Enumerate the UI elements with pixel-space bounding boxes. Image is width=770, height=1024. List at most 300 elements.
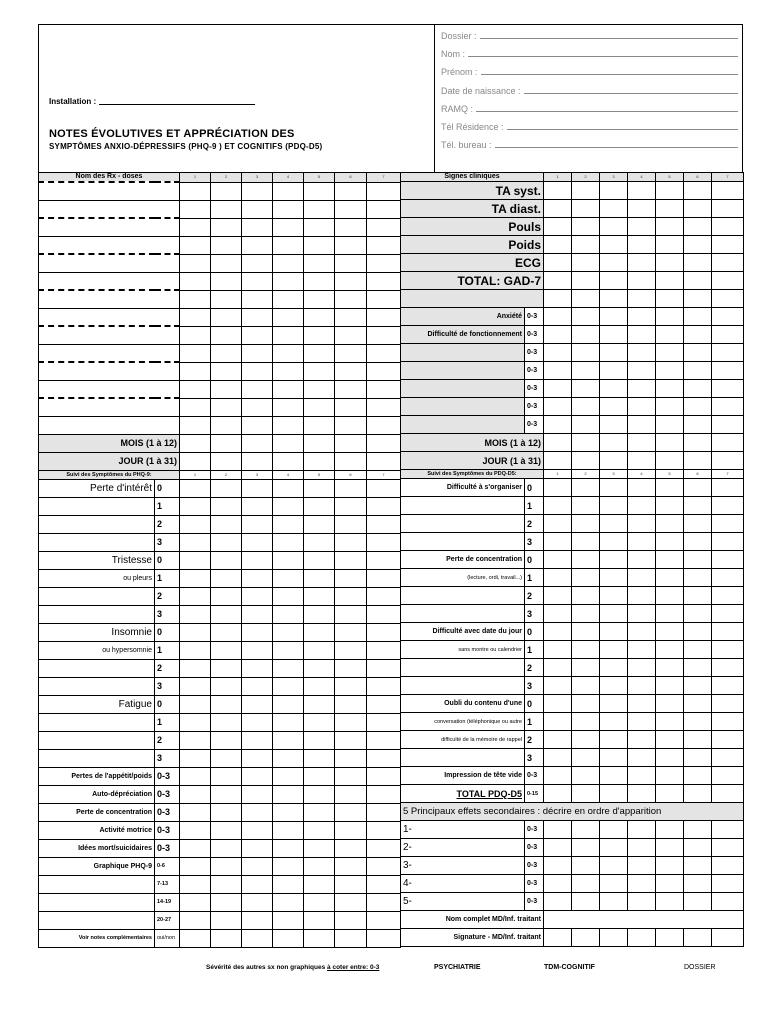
entry-cell[interactable] <box>335 803 367 821</box>
entry-cell[interactable] <box>572 344 600 362</box>
entry-cell[interactable] <box>180 452 211 470</box>
entry-cell[interactable] <box>712 479 744 497</box>
entry-cell[interactable] <box>273 785 304 803</box>
entry-cell[interactable] <box>572 236 600 254</box>
entry-cell[interactable] <box>211 911 242 929</box>
entry-cell[interactable] <box>628 182 656 200</box>
entry-cell[interactable] <box>712 497 744 515</box>
patient-field-line[interactable] <box>524 82 738 94</box>
entry-cell[interactable] <box>304 254 335 272</box>
rx-name-cell[interactable] <box>39 416 180 434</box>
entry-cell[interactable] <box>544 731 572 749</box>
entry-cell[interactable] <box>628 713 656 731</box>
entry-cell[interactable] <box>304 821 335 839</box>
entry-cell[interactable] <box>211 344 242 362</box>
entry-cell[interactable] <box>273 416 304 434</box>
entry-cell[interactable] <box>211 695 242 713</box>
entry-cell[interactable] <box>273 515 304 533</box>
entry-cell[interactable] <box>544 533 572 551</box>
entry-cell[interactable] <box>712 308 744 326</box>
entry-cell[interactable] <box>273 290 304 308</box>
entry-cell[interactable] <box>572 308 600 326</box>
entry-cell[interactable] <box>211 182 242 200</box>
entry-cell[interactable] <box>628 254 656 272</box>
entry-cell[interactable] <box>628 416 656 434</box>
entry-cell[interactable] <box>304 290 335 308</box>
entry-cell[interactable] <box>712 290 744 308</box>
entry-cell[interactable] <box>242 200 273 218</box>
entry-cell[interactable] <box>304 218 335 236</box>
entry-cell[interactable] <box>304 380 335 398</box>
entry-cell[interactable] <box>544 515 572 533</box>
entry-cell[interactable] <box>600 308 628 326</box>
entry-cell[interactable] <box>180 218 211 236</box>
entry-cell[interactable] <box>335 929 367 947</box>
entry-cell[interactable] <box>600 218 628 236</box>
entry-cell[interactable] <box>211 236 242 254</box>
entry-cell[interactable] <box>335 677 367 695</box>
entry-cell[interactable] <box>211 731 242 749</box>
rx-name-cell[interactable] <box>39 290 180 308</box>
entry-cell[interactable] <box>684 452 712 470</box>
entry-cell[interactable] <box>572 929 600 947</box>
entry-cell[interactable] <box>242 767 273 785</box>
entry-cell[interactable] <box>600 434 628 452</box>
entry-cell[interactable] <box>656 551 684 569</box>
entry-cell[interactable] <box>367 659 401 677</box>
entry-cell[interactable] <box>242 416 273 434</box>
entry-cell[interactable] <box>656 434 684 452</box>
entry-cell[interactable] <box>273 452 304 470</box>
entry-cell[interactable] <box>367 182 401 200</box>
entry-cell[interactable] <box>242 497 273 515</box>
entry-cell[interactable] <box>572 677 600 695</box>
entry-cell[interactable] <box>600 398 628 416</box>
entry-cell[interactable] <box>572 515 600 533</box>
entry-cell[interactable] <box>242 380 273 398</box>
entry-cell[interactable] <box>600 533 628 551</box>
entry-cell[interactable] <box>335 839 367 857</box>
entry-cell[interactable] <box>304 200 335 218</box>
entry-cell[interactable] <box>572 362 600 380</box>
entry-cell[interactable] <box>335 623 367 641</box>
entry-cell[interactable] <box>180 344 211 362</box>
entry-cell[interactable] <box>628 569 656 587</box>
entry-cell[interactable] <box>211 821 242 839</box>
entry-cell[interactable] <box>367 695 401 713</box>
entry-cell[interactable] <box>628 362 656 380</box>
entry-cell[interactable] <box>304 641 335 659</box>
entry-cell[interactable] <box>335 434 367 452</box>
entry-cell[interactable] <box>180 623 211 641</box>
entry-cell[interactable] <box>656 182 684 200</box>
entry-cell[interactable] <box>335 344 367 362</box>
entry-cell[interactable] <box>544 587 572 605</box>
entry-cell[interactable] <box>273 731 304 749</box>
entry-cell[interactable] <box>544 893 572 911</box>
entry-cell[interactable] <box>180 182 211 200</box>
entry-cell[interactable] <box>335 218 367 236</box>
entry-cell[interactable] <box>684 254 712 272</box>
entry-cell[interactable] <box>180 857 211 875</box>
entry-cell[interactable] <box>180 236 211 254</box>
entry-cell[interactable] <box>572 200 600 218</box>
rx-name-cell[interactable] <box>39 254 180 272</box>
entry-cell[interactable] <box>335 875 367 893</box>
entry-cell[interactable] <box>572 587 600 605</box>
entry-cell[interactable] <box>304 605 335 623</box>
entry-cell[interactable] <box>367 308 401 326</box>
entry-cell[interactable] <box>335 911 367 929</box>
entry-cell[interactable] <box>684 497 712 515</box>
entry-cell[interactable] <box>544 821 572 839</box>
entry-cell[interactable] <box>242 290 273 308</box>
entry-cell[interactable] <box>273 497 304 515</box>
entry-cell[interactable] <box>242 695 273 713</box>
entry-cell[interactable] <box>367 623 401 641</box>
entry-cell[interactable] <box>335 785 367 803</box>
entry-cell[interactable] <box>367 587 401 605</box>
entry-cell[interactable] <box>242 785 273 803</box>
entry-cell[interactable] <box>211 533 242 551</box>
patient-field[interactable] <box>441 27 738 45</box>
entry-cell[interactable] <box>656 695 684 713</box>
entry-cell[interactable] <box>600 785 628 803</box>
entry-cell[interactable] <box>572 479 600 497</box>
entry-cell[interactable] <box>684 731 712 749</box>
entry-cell[interactable] <box>656 344 684 362</box>
entry-cell[interactable] <box>628 533 656 551</box>
entry-cell[interactable] <box>367 911 401 929</box>
entry-cell[interactable] <box>367 416 401 434</box>
entry-cell[interactable] <box>544 785 572 803</box>
entry-cell[interactable] <box>304 893 335 911</box>
entry-cell[interactable] <box>242 929 273 947</box>
entry-cell[interactable] <box>211 551 242 569</box>
entry-cell[interactable] <box>180 605 211 623</box>
entry-cell[interactable] <box>242 875 273 893</box>
entry-cell[interactable] <box>335 749 367 767</box>
entry-cell[interactable] <box>273 344 304 362</box>
entry-cell[interactable] <box>712 344 744 362</box>
entry-cell[interactable] <box>211 452 242 470</box>
entry-cell[interactable] <box>656 821 684 839</box>
entry-cell[interactable] <box>628 551 656 569</box>
entry-cell[interactable] <box>600 344 628 362</box>
entry-cell[interactable] <box>367 929 401 947</box>
entry-cell[interactable] <box>684 605 712 623</box>
rx-name-cell[interactable] <box>39 272 180 290</box>
entry-cell[interactable] <box>656 200 684 218</box>
entry-cell[interactable] <box>273 605 304 623</box>
entry-cell[interactable] <box>273 533 304 551</box>
entry-cell[interactable] <box>180 803 211 821</box>
entry-cell[interactable] <box>656 218 684 236</box>
entry-cell[interactable] <box>572 254 600 272</box>
entry-cell[interactable] <box>544 200 572 218</box>
entry-cell[interactable] <box>544 380 572 398</box>
patient-field-line[interactable] <box>480 27 738 39</box>
entry-cell[interactable] <box>367 875 401 893</box>
entry-cell[interactable] <box>180 551 211 569</box>
entry-cell[interactable] <box>242 551 273 569</box>
rx-name-cell[interactable] <box>39 236 180 254</box>
entry-cell[interactable] <box>712 434 744 452</box>
entry-cell[interactable] <box>304 272 335 290</box>
entry-cell[interactable] <box>684 218 712 236</box>
entry-cell[interactable] <box>304 452 335 470</box>
entry-cell[interactable] <box>367 839 401 857</box>
entry-cell[interactable] <box>211 218 242 236</box>
entry-cell[interactable] <box>335 380 367 398</box>
entry-cell[interactable] <box>304 515 335 533</box>
entry-cell[interactable] <box>656 416 684 434</box>
entry-cell[interactable] <box>367 767 401 785</box>
patient-field-line[interactable] <box>481 63 738 75</box>
entry-cell[interactable] <box>544 695 572 713</box>
entry-cell[interactable] <box>242 659 273 677</box>
entry-cell[interactable] <box>628 623 656 641</box>
entry-cell[interactable] <box>544 551 572 569</box>
entry-cell[interactable] <box>656 452 684 470</box>
entry-cell[interactable] <box>367 515 401 533</box>
entry-cell[interactable] <box>273 803 304 821</box>
entry-cell[interactable] <box>367 479 401 497</box>
entry-cell[interactable] <box>684 623 712 641</box>
entry-cell[interactable] <box>712 695 744 713</box>
entry-cell[interactable] <box>628 641 656 659</box>
entry-cell[interactable] <box>211 362 242 380</box>
entry-cell[interactable] <box>656 785 684 803</box>
entry-cell[interactable] <box>367 380 401 398</box>
entry-cell[interactable] <box>273 839 304 857</box>
entry-cell[interactable] <box>211 659 242 677</box>
entry-cell[interactable] <box>544 713 572 731</box>
entry-cell[interactable] <box>712 839 744 857</box>
entry-cell[interactable] <box>304 362 335 380</box>
entry-cell[interactable] <box>684 380 712 398</box>
entry-cell[interactable] <box>572 416 600 434</box>
entry-cell[interactable] <box>572 641 600 659</box>
entry-cell[interactable] <box>273 821 304 839</box>
entry-cell[interactable] <box>304 533 335 551</box>
entry-cell[interactable] <box>600 767 628 785</box>
entry-cell[interactable] <box>628 200 656 218</box>
entry-cell[interactable] <box>572 767 600 785</box>
side-effect-label[interactable]: 2- <box>401 839 525 857</box>
entry-cell[interactable] <box>242 218 273 236</box>
entry-cell[interactable] <box>367 731 401 749</box>
entry-cell[interactable] <box>544 677 572 695</box>
entry-cell[interactable] <box>628 236 656 254</box>
entry-cell[interactable] <box>656 731 684 749</box>
entry-cell[interactable] <box>367 290 401 308</box>
entry-cell[interactable] <box>628 605 656 623</box>
entry-cell[interactable] <box>544 857 572 875</box>
entry-cell[interactable] <box>304 839 335 857</box>
entry-cell[interactable] <box>684 785 712 803</box>
entry-cell[interactable] <box>242 857 273 875</box>
entry-cell[interactable] <box>367 326 401 344</box>
entry-cell[interactable] <box>656 254 684 272</box>
rx-name-cell[interactable] <box>39 362 180 380</box>
entry-cell[interactable] <box>242 731 273 749</box>
entry-cell[interactable] <box>304 875 335 893</box>
entry-cell[interactable] <box>242 839 273 857</box>
entry-cell[interactable] <box>712 272 744 290</box>
entry-cell[interactable] <box>600 380 628 398</box>
entry-cell[interactable] <box>273 713 304 731</box>
entry-cell[interactable] <box>180 515 211 533</box>
entry-cell[interactable] <box>656 362 684 380</box>
patient-field[interactable] <box>441 82 738 100</box>
entry-cell[interactable] <box>273 218 304 236</box>
entry-cell[interactable] <box>273 893 304 911</box>
side-effect-label[interactable]: 1- <box>401 821 525 839</box>
entry-cell[interactable] <box>367 803 401 821</box>
entry-cell[interactable] <box>544 398 572 416</box>
entry-cell[interactable] <box>600 695 628 713</box>
entry-cell[interactable] <box>684 875 712 893</box>
entry-cell[interactable] <box>544 254 572 272</box>
entry-cell[interactable] <box>242 821 273 839</box>
entry-cell[interactable] <box>335 605 367 623</box>
entry-cell[interactable] <box>180 587 211 605</box>
entry-cell[interactable] <box>572 857 600 875</box>
entry-cell[interactable] <box>628 398 656 416</box>
entry-cell[interactable] <box>180 839 211 857</box>
entry-cell[interactable] <box>600 731 628 749</box>
entry-cell[interactable] <box>600 200 628 218</box>
entry-cell[interactable] <box>684 398 712 416</box>
entry-cell[interactable] <box>211 839 242 857</box>
entry-cell[interactable] <box>242 893 273 911</box>
entry-cell[interactable] <box>180 911 211 929</box>
entry-cell[interactable] <box>684 659 712 677</box>
entry-cell[interactable] <box>712 785 744 803</box>
entry-cell[interactable] <box>544 326 572 344</box>
entry-cell[interactable] <box>544 659 572 677</box>
entry-cell[interactable] <box>242 533 273 551</box>
entry-cell[interactable] <box>628 587 656 605</box>
entry-cell[interactable] <box>273 380 304 398</box>
entry-cell[interactable] <box>684 749 712 767</box>
entry-cell[interactable] <box>304 911 335 929</box>
entry-cell[interactable] <box>628 218 656 236</box>
rx-name-cell[interactable] <box>39 182 180 200</box>
entry-cell[interactable] <box>656 398 684 416</box>
entry-cell[interactable] <box>211 416 242 434</box>
entry-cell[interactable] <box>367 452 401 470</box>
entry-cell[interactable] <box>273 623 304 641</box>
entry-cell[interactable] <box>544 479 572 497</box>
entry-cell[interactable] <box>211 893 242 911</box>
entry-cell[interactable] <box>544 605 572 623</box>
entry-cell[interactable] <box>273 272 304 290</box>
entry-cell[interactable] <box>211 641 242 659</box>
rx-name-cell[interactable] <box>39 344 180 362</box>
entry-cell[interactable] <box>628 731 656 749</box>
entry-cell[interactable] <box>242 911 273 929</box>
entry-cell[interactable] <box>242 236 273 254</box>
entry-cell[interactable] <box>684 236 712 254</box>
entry-cell[interactable] <box>304 767 335 785</box>
entry-cell[interactable] <box>180 659 211 677</box>
entry-cell[interactable] <box>273 677 304 695</box>
entry-cell[interactable] <box>367 605 401 623</box>
entry-cell[interactable] <box>712 200 744 218</box>
patient-field[interactable] <box>441 45 738 63</box>
entry-cell[interactable] <box>656 857 684 875</box>
entry-cell[interactable] <box>242 452 273 470</box>
entry-cell[interactable] <box>180 380 211 398</box>
entry-cell[interactable] <box>211 515 242 533</box>
entry-cell[interactable] <box>544 344 572 362</box>
entry-cell[interactable] <box>180 641 211 659</box>
entry-cell[interactable] <box>544 767 572 785</box>
entry-cell[interactable] <box>712 533 744 551</box>
entry-cell[interactable] <box>273 398 304 416</box>
entry-cell[interactable] <box>304 569 335 587</box>
entry-cell[interactable] <box>242 182 273 200</box>
entry-cell[interactable] <box>367 254 401 272</box>
entry-cell[interactable] <box>600 929 628 947</box>
entry-cell[interactable] <box>572 218 600 236</box>
entry-cell[interactable] <box>211 677 242 695</box>
entry-cell[interactable] <box>712 569 744 587</box>
entry-cell[interactable] <box>684 344 712 362</box>
entry-cell[interactable] <box>600 272 628 290</box>
entry-cell[interactable] <box>304 785 335 803</box>
entry-cell[interactable] <box>367 344 401 362</box>
entry-cell[interactable] <box>211 785 242 803</box>
entry-cell[interactable] <box>367 218 401 236</box>
entry-cell[interactable] <box>656 497 684 515</box>
entry-cell[interactable] <box>273 254 304 272</box>
entry-cell[interactable] <box>304 587 335 605</box>
entry-cell[interactable] <box>211 380 242 398</box>
entry-cell[interactable] <box>628 497 656 515</box>
entry-cell[interactable] <box>273 695 304 713</box>
entry-cell[interactable] <box>656 308 684 326</box>
rx-name-cell[interactable] <box>39 218 180 236</box>
entry-cell[interactable] <box>712 677 744 695</box>
entry-cell[interactable] <box>180 569 211 587</box>
entry-cell[interactable] <box>211 803 242 821</box>
entry-cell[interactable] <box>304 479 335 497</box>
entry-cell[interactable] <box>304 695 335 713</box>
entry-cell[interactable] <box>544 452 572 470</box>
entry-cell[interactable] <box>684 515 712 533</box>
entry-cell[interactable] <box>180 695 211 713</box>
entry-cell[interactable] <box>335 857 367 875</box>
entry-cell[interactable] <box>335 533 367 551</box>
entry-cell[interactable] <box>572 839 600 857</box>
entry-cell[interactable] <box>572 326 600 344</box>
entry-cell[interactable] <box>180 272 211 290</box>
entry-cell[interactable] <box>656 893 684 911</box>
entry-cell[interactable] <box>712 623 744 641</box>
entry-cell[interactable] <box>242 434 273 452</box>
entry-cell[interactable] <box>684 308 712 326</box>
entry-cell[interactable] <box>684 839 712 857</box>
entry-cell[interactable] <box>544 218 572 236</box>
entry-cell[interactable] <box>544 929 572 947</box>
entry-cell[interactable] <box>684 434 712 452</box>
patient-field-line[interactable] <box>507 118 738 130</box>
entry-cell[interactable] <box>211 326 242 344</box>
entry-cell[interactable] <box>304 551 335 569</box>
